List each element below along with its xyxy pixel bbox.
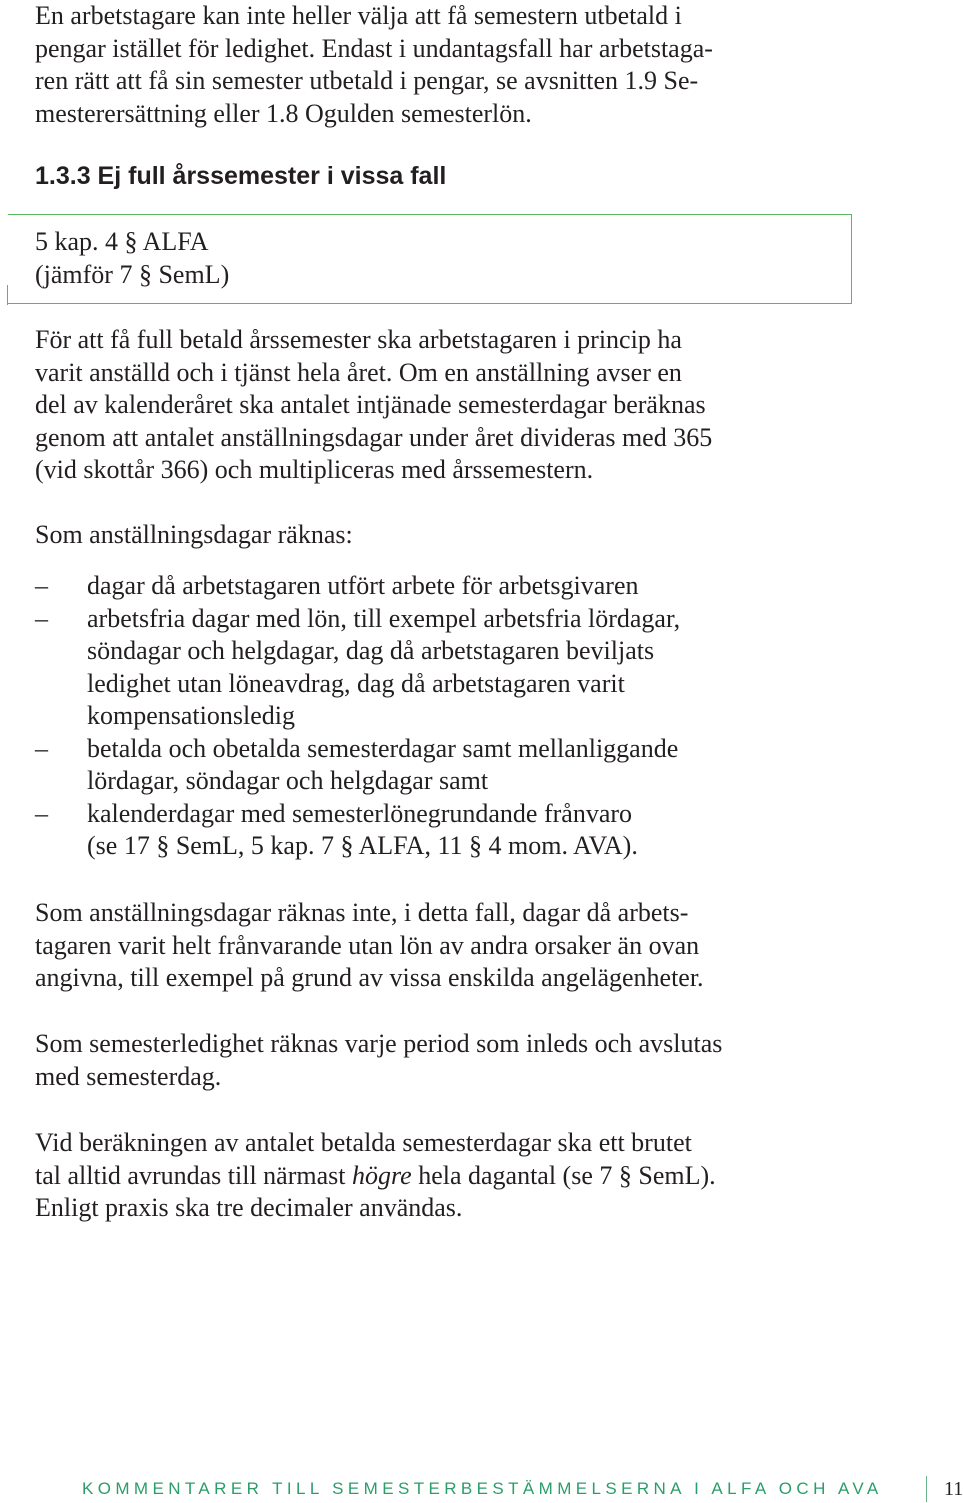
paragraph-line: varit anställd och i tjänst hela året. Om en anställning avser en — [35, 357, 682, 387]
list-item — [35, 798, 835, 863]
intro-line: pengar istället för ledighet. Endast i undantagsfall har arbetstaga- — [35, 33, 713, 63]
dash-bullet: – — [35, 733, 48, 763]
list-item-line: ledighet utan löneavdrag, dag då arbetstagaren varit — [87, 668, 625, 698]
intro-line: mesterersättning eller 1.8 Ogulden semesterlön. — [35, 98, 532, 128]
body-paragraph-5 — [35, 1127, 835, 1225]
dash-bullet: – — [35, 798, 48, 828]
body-paragraph-1 — [35, 324, 835, 487]
list-item-line: lördagar, söndagar och helgdagar samt — [87, 766, 489, 795]
paragraph-text: hela dagantal (se 7 § SemL). — [411, 1160, 716, 1190]
paragraph-line: tagaren varit helt frånvarande utan lön av andra orsaker än ovan — [35, 930, 700, 960]
list-intro-paragraph: Som anställningsdagar räknas: — [35, 520, 353, 549]
paragraph-line: Som semesterledighet räknas varje period som inleds och avslutas — [35, 1029, 723, 1058]
list-item-line: kalenderdagar med semesterlönegrundande frånvaro — [87, 798, 633, 828]
dash-bullet: – — [35, 603, 48, 633]
body-paragraph-3 — [35, 897, 835, 995]
footer-divider — [926, 1476, 927, 1502]
intro-line: En arbetstagare kan inte heller välja att få semestern utbetald i — [35, 1, 682, 30]
paragraph-line: genom att antalet anställningsdagar under året divideras med 365 — [35, 422, 713, 452]
intro-line: ren rätt att få sin semester utbetald i pengar, se avsnitten 1.9 Se- — [35, 66, 699, 95]
dash-bullet: – — [35, 571, 48, 600]
legal-reference-box — [8, 214, 852, 304]
employment-days-list — [35, 570, 835, 863]
paragraph-line: angivna, till exempel på grund av vissa enskilda angelägenheter. — [35, 963, 704, 992]
running-footer-title: KOMMENTARER TILL SEMESTERBESTÄMMELSERNA I ALFA OCH AVA — [82, 1479, 883, 1498]
list-item — [35, 733, 835, 798]
paragraph-line: För att få full betald årssemester ska arbetstagaren i princip ha — [35, 325, 682, 354]
body-paragraph-4 — [35, 1028, 835, 1093]
list-item-line: dagar då arbetstagaren utfört arbete för arbetsgivaren — [87, 571, 639, 600]
paragraph-line: Enligt praxis ska tre decimaler användas. — [35, 1193, 463, 1222]
page-number: 11 — [944, 1478, 963, 1500]
list-item-line: arbetsfria dagar med lön, till exempel arbetsfria lördagar, — [87, 603, 681, 633]
emphasized-word: högre — [351, 1160, 412, 1190]
paragraph-line: del av kalenderåret ska antalet intjänade semesterdagar beräknas — [35, 390, 706, 419]
list-item-line: betalda och obetalda semesterdagar samt mellanliggande — [87, 733, 679, 763]
legal-reference-comparison: (jämför 7 § SemL) — [35, 260, 230, 289]
section-heading: 1.3.3 Ej full årssemester i vissa fall — [35, 162, 447, 190]
paragraph-text: tal alltid avrundas till närmast — [35, 1160, 352, 1190]
list-item-line: (se 17 § SemL, 5 kap. 7 § ALFA, 11 § 4 mom. AVA). — [87, 831, 638, 860]
intro-paragraph — [35, 0, 835, 130]
list-item-line: kompensationsledig — [87, 701, 295, 730]
paragraph-line: Som anställningsdagar räknas inte, i detta fall, dagar då arbets- — [35, 898, 689, 927]
paragraph-line — [35, 1160, 835, 1193]
paragraph-line: (vid skottår 366) och multipliceras med årssemestern. — [35, 455, 594, 484]
paragraph-line: Vid beräkningen av antalet betalda semesterdagar ska ett brutet — [35, 1128, 692, 1157]
list-item — [35, 570, 835, 603]
list-item-line: söndagar och helgdagar, dag då arbetstagaren beviljats — [87, 636, 655, 665]
paragraph-line: med semesterdag. — [35, 1061, 222, 1091]
list-item — [35, 603, 835, 733]
legal-reference-primary: 5 kap. 4 § ALFA — [35, 227, 209, 256]
